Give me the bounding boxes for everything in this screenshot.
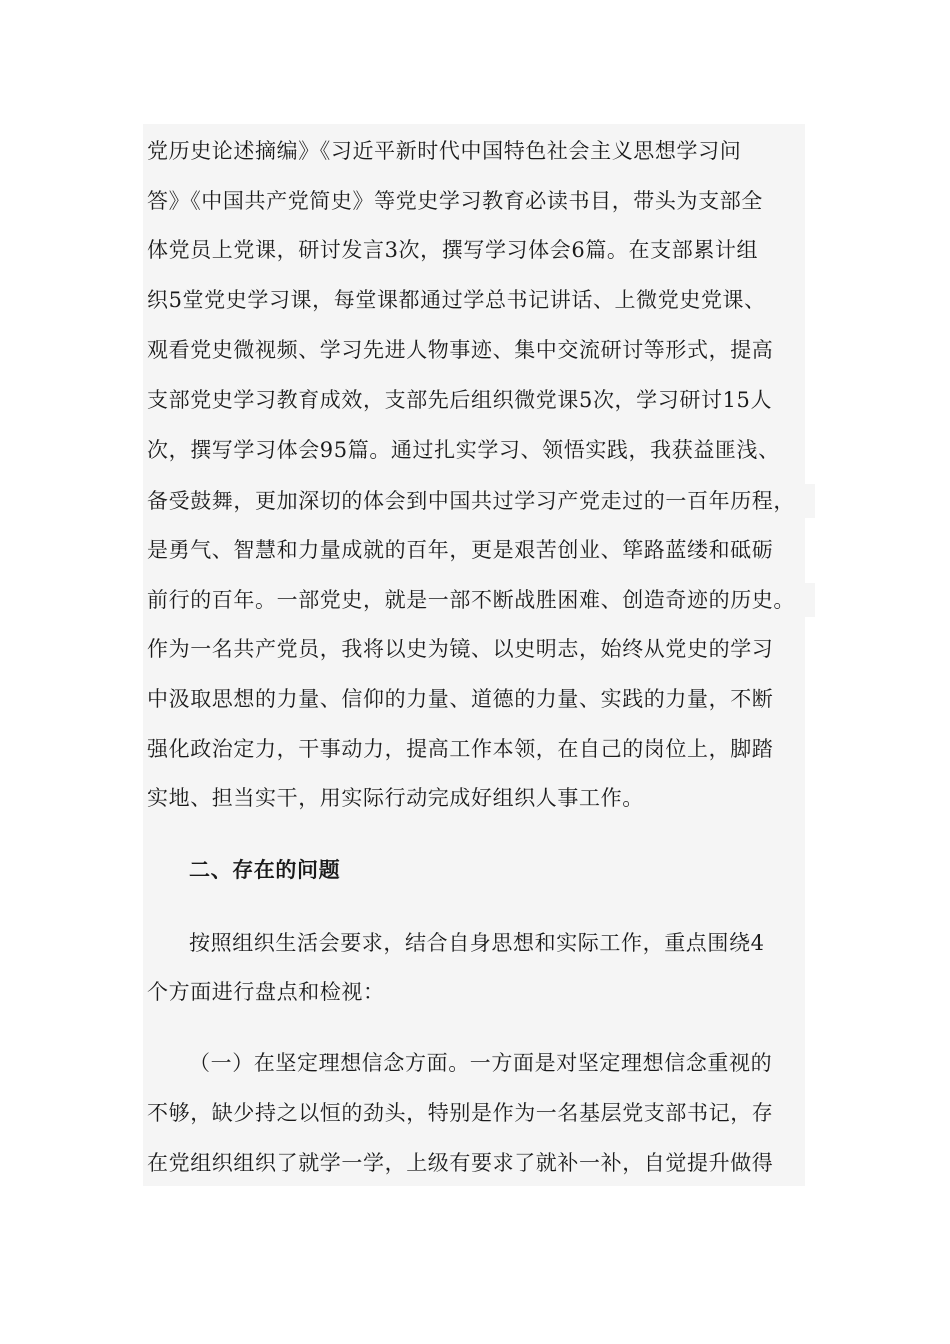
paragraph-line: 备受鼓舞，更加深切的体会到中国共过学习产党走过的一百年历程， [147,489,795,513]
paragraph-line: 次，撰写学习体会95篇。通过扎实学习、领悟实践，我获益匪浅、 [147,438,780,462]
paragraph-line: 实地、担当实干，用实际行动完成好组织人事工作。 [147,786,644,810]
paragraph-line: 织5堂党史学习课，每堂课都通过学总书记讲话、上微党史党课、 [147,288,766,312]
paragraph-line: 按照组织生活会要求，结合自身思想和实际工作，重点围绕4 [189,931,765,955]
paragraph-line: 个方面进行盘点和检视： [147,980,385,1004]
paragraph-line: 不够，缺少持之以恒的劲头，特别是作为一名基层党支部书记，存 [147,1101,774,1125]
section-heading: 二、存在的问题 [189,857,341,882]
paragraph-line: 强化政治定力，干事动力，提高工作本领，在自己的岗位上，脚踏 [147,737,774,761]
paragraph-line: 前行的百年。一部党史，就是一部不断战胜困难、创造奇迹的历史。 [147,588,795,612]
paragraph-line: 观看党史微视频、学习先进人物事迹、集中交流研讨等形式，提高 [147,338,774,362]
highlight-spill [795,583,815,617]
paragraph-line: 在党组织组织了就学一学，上级有要求了就补一补，自觉提升做得 [147,1151,774,1175]
paragraph-line: （一）在坚定理想信念方面。一方面是对坚定理想信念重视的 [189,1051,773,1075]
paragraph-line: 体党员上党课，研讨发言3次，撰写学习体会6篇。在支部累计组 [147,238,759,262]
paragraph-line: 是勇气、智慧和力量成就的百年，更是艰苦创业、筚路蓝缕和砥砺 [147,538,774,562]
paragraph-line: 党历史论述摘编》《习近平新时代中国特色社会主义思想学习问 [147,139,742,163]
paragraph-line: 中汲取思想的力量、信仰的力量、道德的力量、实践的力量，不断 [147,687,774,711]
paragraph-line: 支部党史学习教育成效，支部先后组织微党课5次，学习研讨15人 [147,388,773,412]
paragraph-line: 答》《中国共产党简史》等党史学习教育必读书目，带头为支部全 [147,189,763,213]
paragraph-line: 作为一名共产党员，我将以史为镜、以史明志，始终从党史的学习 [147,637,774,661]
highlight-spill [795,484,815,518]
